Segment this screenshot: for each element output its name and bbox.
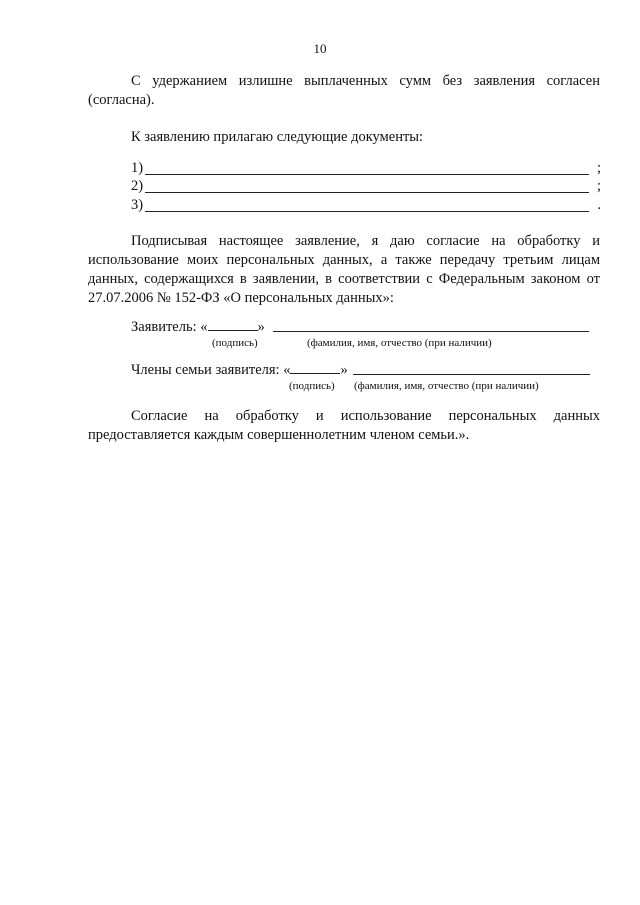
document-line-2: [131, 178, 601, 197]
attachments-intro: К заявлению прилагаю следующие документы:: [131, 129, 424, 145]
document-line-1: [131, 160, 601, 179]
applicant-name-caption: (фамилия, имя, отчество (при наличии): [307, 337, 492, 349]
page-number: 10: [313, 41, 327, 56]
family-label: Члены семьи заявителя: «: [131, 362, 291, 378]
document-line-rule: [145, 211, 589, 212]
document-line-number: 2): [131, 178, 144, 194]
family-name-rule: [353, 374, 590, 375]
applicant-signature-blank: [208, 318, 258, 331]
family-signature-blank: [290, 361, 340, 374]
family-name-caption: (фамилия, имя, отчество (при наличии): [354, 380, 539, 392]
document-line-number: 1): [131, 160, 144, 176]
document-line-end: ;: [596, 178, 601, 194]
applicant-name-rule: [273, 331, 589, 332]
consent-paragraph: Подписывая настоящее заявление, я даю согласие на обработку и использование моих персональных данных, а также передачу третьим лицам данных, содержащихся в заявлении, в соответствии с Федеральным законом от 27.07.2006 № 152-ФЗ «О персональных данных»:: [88, 233, 600, 306]
family-signature-row: [131, 361, 348, 379]
closing-paragraph: Согласие на обработку и использование персональных данных предоставляется каждым совершеннолетним членом семьи.».: [88, 408, 600, 443]
withholding-paragraph: С удержанием излишне выплаченных сумм без заявления согласен (согласна).: [88, 73, 600, 108]
family-sign-caption: (подпись): [289, 380, 335, 392]
applicant-signature-row: [131, 318, 265, 336]
document-line-end: .: [597, 197, 601, 213]
applicant-sign-caption: (подпись): [212, 337, 258, 349]
applicant-label: Заявитель: «: [131, 319, 208, 335]
document-line-3: [131, 197, 601, 216]
family-close-quote: »: [340, 362, 348, 378]
document-line-number: 3): [131, 197, 144, 213]
document-line-rule: [145, 192, 589, 193]
document-line-end: ;: [596, 160, 601, 176]
document-line-rule: [145, 174, 589, 175]
applicant-close-quote: »: [257, 319, 265, 335]
